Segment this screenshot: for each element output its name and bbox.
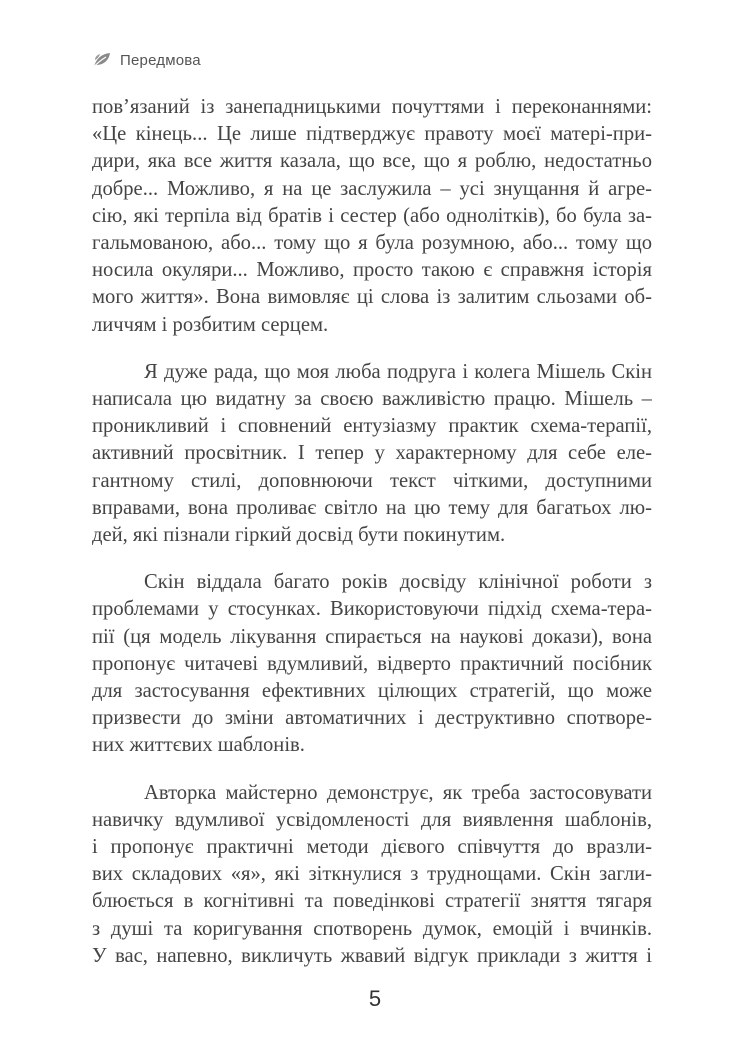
- leaf-icon: [92, 51, 112, 69]
- text-line: «Це кінець... Це лише підтверджує правоту моєї матері-при-: [92, 123, 652, 146]
- text-line: проникливий і сповнений ентузіазму практик схема-терапії,: [92, 415, 652, 438]
- text-line: Я дуже рада, що моя люба подруга і колега Мішель Скін: [144, 360, 652, 383]
- text-line: личчям і розбитим серцем.: [92, 313, 329, 336]
- text-line: носила окуляри... Можливо, просто такою є справжня історія: [92, 259, 652, 282]
- text-line: дей, які пізнали гіркий досвід бути покинутим.: [92, 524, 506, 547]
- text-line: з душі та коригування спотворень думок, емоцій і вчинків.: [92, 917, 652, 940]
- text-line: написала цю видатну за своєю важливістю працю. Мішель –: [92, 388, 652, 411]
- body-text: [92, 94, 652, 990]
- text-line: навичку вдумливої усвідомленості для виявлення шаблонів,: [92, 808, 652, 831]
- running-header: [92, 48, 201, 72]
- text-line: Скін віддала багато років досвіду клінічної роботи з: [144, 571, 652, 594]
- text-line: і пропонує практичні методи дієвого співчуття до вразли-: [92, 836, 652, 859]
- text-line: гальмованою, або... тому що я була розумною, або... тому що: [92, 232, 652, 255]
- text-line: сію, які терпіла від братів і сестер (або однолітків), бо була за-: [92, 204, 652, 227]
- text-line: добре... Можливо, я на це заслужила – усі знущання й агре-: [92, 177, 652, 200]
- text-line: призвести до зміни автоматичних і деструктивно спотворе-: [92, 707, 652, 730]
- text-line: Авторка майстерно демонструє, як треба застосовувати: [144, 781, 652, 804]
- text-line: пов’язаний із занепадницькими почуттями і переконаннями:: [92, 96, 652, 118]
- text-line: гантному стилі, доповнюючи текст чіткими, доступними: [92, 469, 652, 492]
- paragraph: [92, 359, 652, 549]
- text-line: пії (ця модель лікування спирається на наукові докази), вона: [92, 625, 652, 648]
- text-line: них життєвих шаблонів.: [92, 734, 305, 757]
- header-title: Передмова: [120, 51, 201, 69]
- text-line: проблемами у стосунках. Використовуючи підхід схема-тера-: [92, 598, 652, 621]
- text-line: пропонує читачеві вдумливий, відверто практичний посібник: [92, 652, 652, 675]
- text-line: дири, яка все життя казала, що все, що я роблю, недостатньо: [92, 150, 652, 173]
- text-line: вправами, вона проливає світло на цю тему для багатьох лю-: [92, 496, 652, 519]
- text-line: блюється в когнітивні та поведінкові стратегії зняття тягаря: [92, 890, 652, 913]
- text-line: мого життя». Вона вимовляє ці слова із залитим сльозами об-: [92, 286, 652, 309]
- page-number: 5: [368, 986, 382, 1011]
- text-line: вих складових «я», які зіткнулися з труднощами. Скін загли-: [92, 863, 652, 886]
- text-line: активний просвітник. І тепер у характерному для себе еле-: [92, 442, 652, 465]
- paragraph: [92, 569, 652, 759]
- text-line: для застосування ефективних цілющих стратегій, що може: [92, 680, 652, 703]
- paragraph: [92, 780, 652, 970]
- paragraph: [92, 94, 652, 339]
- text-line: У вас, напевно, викличуть жвавий відгук приклади з життя і: [92, 944, 652, 967]
